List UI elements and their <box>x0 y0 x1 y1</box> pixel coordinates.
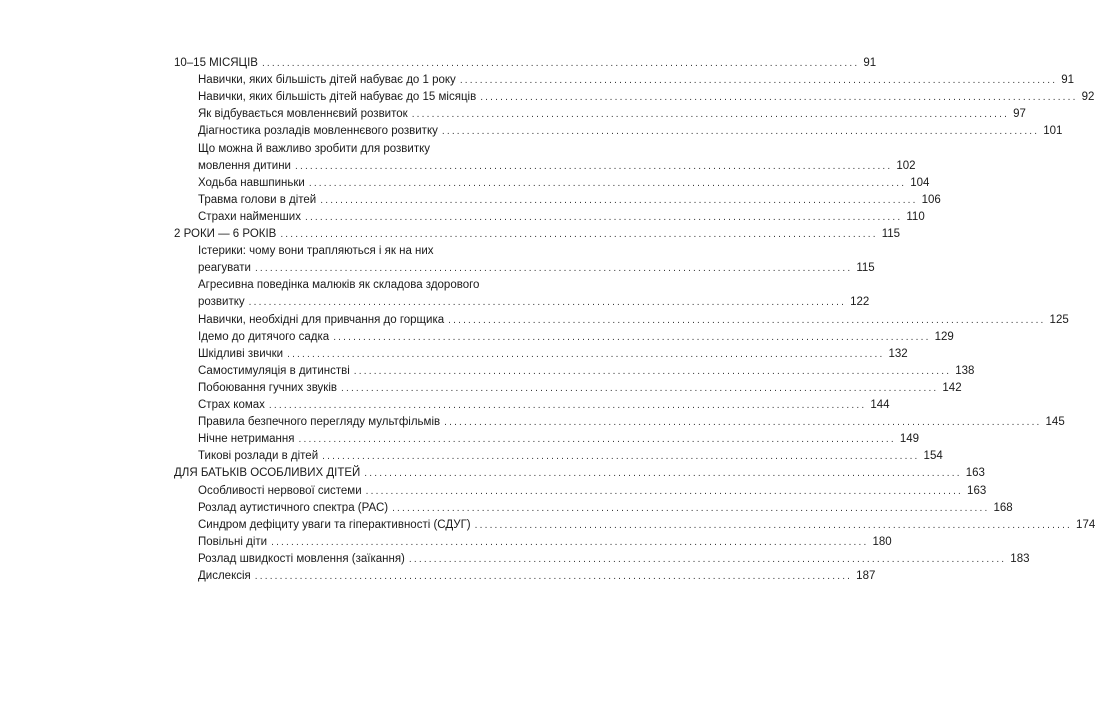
toc-entry-line <box>198 568 876 585</box>
toc-entry-row <box>0 329 954 346</box>
toc-entry-line <box>198 175 930 192</box>
dot-leader: ........................................................................................................................ <box>287 348 885 360</box>
toc-entry-row <box>0 106 1026 123</box>
toc-entry-line <box>198 141 563 158</box>
toc-entry-title: Дислексія <box>198 570 251 582</box>
toc-entry-line <box>198 551 1030 568</box>
toc-entry-line <box>198 123 1063 140</box>
toc-entry-line <box>198 243 563 260</box>
dot-leader: ........................................................................................................................ <box>280 229 878 240</box>
toc-page-number: 101 <box>1043 125 1063 138</box>
toc-entry-row <box>0 500 1013 517</box>
toc-entry-title: Травма голови в дітей <box>198 193 317 206</box>
toc-entry-line <box>198 312 1069 329</box>
dot-leader: ........................................................................................................................ <box>322 451 920 463</box>
toc-page-number: 154 <box>923 450 943 463</box>
toc-entry-row <box>0 312 1069 329</box>
toc-entry-line <box>198 209 925 226</box>
toc-entry-row <box>0 175 930 192</box>
toc-entry-row <box>0 414 1065 431</box>
toc-entry-line <box>198 363 975 380</box>
toc-entry-line <box>198 500 1013 517</box>
toc-section-title: 2 РОКИ — 6 РОКІВ <box>174 228 277 240</box>
toc-entry-line <box>198 414 1065 431</box>
toc-section-title: ДЛЯ БАТЬКІВ ОСОБЛИВИХ ДІТЕЙ <box>174 467 361 480</box>
dot-leader: ........................................................................................................................ <box>320 194 918 206</box>
toc-page-number: 168 <box>993 501 1013 514</box>
toc-entry-line <box>198 431 920 448</box>
toc-entry-title: Шкідливі звички <box>198 347 284 360</box>
toc-entry-row <box>0 517 1095 534</box>
toc-page-number: 163 <box>967 484 987 497</box>
toc-page-number: 115 <box>856 262 875 275</box>
toc-section-row <box>0 226 901 243</box>
toc-entry-row <box>0 141 916 175</box>
toc-page-number: 145 <box>1045 416 1065 429</box>
toc-entry-line <box>198 277 563 294</box>
toc-entry-title: Правила безпечного перегляду мультфільмів <box>198 416 441 429</box>
toc-page-number: 125 <box>1049 313 1069 326</box>
toc-entry-line <box>198 448 943 465</box>
toc-entry-line <box>198 329 954 346</box>
toc-page-number: 122 <box>850 296 870 309</box>
toc-page-number: 132 <box>888 347 908 360</box>
toc-entry-line <box>174 465 985 482</box>
toc-entry-row <box>0 89 1095 106</box>
dot-leader: ........................................................................................................................ <box>408 553 1007 565</box>
toc-entry-line <box>198 192 941 209</box>
dot-leader: ........................................................................................................................ <box>365 485 964 497</box>
dot-leader: ........................................................................................................................ <box>271 536 869 548</box>
toc-page-number: 91 <box>863 57 877 69</box>
toc-entry-line <box>198 380 962 397</box>
toc-entry-title: Навички, яких більшість дітей набуває до 15 місяців <box>198 91 477 104</box>
toc-entry-line <box>198 346 908 363</box>
dot-leader: ........................................................................................................................ <box>304 211 903 223</box>
toc-section-row <box>0 55 877 72</box>
dot-leader: ........................................................................................................................ <box>308 177 907 189</box>
toc-entry-title: Агресивна поведінка малюків як складова здорового <box>198 279 480 292</box>
toc-page-number: 149 <box>899 433 920 446</box>
toc-page-number: 180 <box>872 535 892 548</box>
toc-entry-line <box>198 158 916 175</box>
toc-entry-row <box>0 192 941 209</box>
toc-entry-title: Ідемо до дитячого садка <box>198 330 330 343</box>
toc-page-number: 138 <box>955 364 975 377</box>
toc-entry-row <box>0 72 1075 89</box>
dot-leader: ........................................................................................................................ <box>392 502 990 514</box>
dot-leader: ........................................................................................................................ <box>254 571 853 582</box>
toc-entry-line <box>198 517 1095 534</box>
toc-page-number: 91 <box>1061 74 1075 87</box>
dot-leader: ........................................................................................................................ <box>248 297 847 309</box>
toc-entry-row <box>0 346 908 363</box>
toc-page-number: 102 <box>896 159 916 172</box>
toc-entry-line <box>198 106 1026 123</box>
dot-leader: ........................................................................................................................ <box>268 400 867 411</box>
dot-leader: ........................................................................................................................ <box>353 365 952 377</box>
toc-entry-line <box>198 89 1095 106</box>
toc-page-number: 129 <box>934 330 954 343</box>
toc-page-number: 92 <box>1081 91 1095 104</box>
toc-entry-title: Діагностика розладів мовленнєвого розвитку <box>198 125 438 138</box>
toc-page-number: 144 <box>870 399 890 411</box>
toc-entry-row <box>0 277 870 311</box>
dot-leader: ........................................................................................................................ <box>411 109 1010 121</box>
toc-page-number: 142 <box>942 381 962 394</box>
toc-entry-row <box>0 568 876 585</box>
dot-leader: ........................................................................................................................ <box>298 434 896 446</box>
dot-leader: ........................................................................................................................ <box>341 382 939 394</box>
dot-leader: ........................................................................................................................ <box>448 314 1046 326</box>
toc-entry-row <box>0 209 925 226</box>
toc-page-number: 106 <box>921 193 941 206</box>
toc-entry-title-cont: мовлення дитини <box>198 159 291 172</box>
toc-entry-row <box>0 448 943 465</box>
toc-entry-line <box>198 294 870 311</box>
toc-entry-row <box>0 431 920 448</box>
dot-leader: ........................................................................................................................ <box>254 263 853 275</box>
toc-entry-line <box>198 72 1075 89</box>
toc-entry-row <box>0 534 892 551</box>
toc-entry-line <box>198 260 875 277</box>
toc-entry-title: Побоювання гучних звуків <box>198 381 337 394</box>
toc-entry-title: Тикові розлади в дітей <box>198 450 319 463</box>
toc-entry-title: Навички, необхідні для привчання до горщика <box>198 313 445 326</box>
dot-leader: ........................................................................................................................ <box>444 417 1042 429</box>
toc-page-number: 183 <box>1010 552 1030 565</box>
toc-section-title: 10–15 МІСЯЦІВ <box>174 57 258 69</box>
toc-page-number: 97 <box>1013 108 1026 121</box>
toc-entry-title: Страхи найменших <box>198 210 301 223</box>
toc-page-number: 104 <box>910 176 930 189</box>
toc-entry-line <box>198 483 987 500</box>
toc-entry-title-cont: реагувати <box>198 262 251 275</box>
toc-page-number: 110 <box>906 210 925 223</box>
toc-entry-title: Синдром дефіциту уваги та гіперактивності (СДУГ) <box>198 518 471 531</box>
toc-entry-line <box>174 226 901 243</box>
toc-entry-line <box>174 55 877 72</box>
dot-leader: ........................................................................................................................ <box>474 519 1073 531</box>
toc-entry-title-cont: розвитку <box>198 296 245 309</box>
toc-entry-title: Повільні діти <box>198 535 268 548</box>
toc-entry-line <box>198 534 892 551</box>
toc-entry-title: Самостимуляція в дитинстві <box>198 364 350 377</box>
toc-entry-title: Страх комах <box>198 399 265 411</box>
toc-entry-row <box>0 551 1030 568</box>
toc-entry-row <box>0 363 975 380</box>
toc-entry-title: Навички, яких більшість дітей набуває до 1 року <box>198 74 456 87</box>
dot-leader: ........................................................................................................................ <box>261 58 860 69</box>
toc-entry-row <box>0 397 890 414</box>
toc-entry-title: Розлад швидкості мовлення (заїкання) <box>198 552 405 565</box>
dot-leader: ........................................................................................................................ <box>480 92 1078 104</box>
dot-leader: ........................................................................................................................ <box>294 160 893 172</box>
toc-entry-row <box>0 380 962 397</box>
toc-page-number: 187 <box>856 570 876 582</box>
toc-page-number: 174 <box>1076 518 1095 531</box>
toc-entry-title: Розлад аутистичного спектра (РАС) <box>198 501 389 514</box>
toc-entry-title: Особливості нервової системи <box>198 484 362 497</box>
toc-entry-title: Істерики: чому вони трапляються і як на них <box>198 245 434 258</box>
dot-leader: ........................................................................................................................ <box>441 126 1040 138</box>
toc-entry-row <box>0 243 875 277</box>
toc-entry-row <box>0 483 987 500</box>
toc-page-number: 163 <box>965 467 985 480</box>
toc-entry-title: Що можна й важливо зробити для розвитку <box>198 142 431 155</box>
toc-entry-line <box>198 397 890 414</box>
dot-leader: ........................................................................................................................ <box>459 75 1058 87</box>
dot-leader: ........................................................................................................................ <box>333 331 931 343</box>
dot-leader: ........................................................................................................................ <box>364 468 962 480</box>
toc-section-row <box>0 465 985 482</box>
toc-entry-title: Нічне нетримання <box>198 433 295 446</box>
toc-page-number: 115 <box>881 228 901 240</box>
toc-entry-row <box>0 123 1063 140</box>
toc-entry-title: Ходьба навшпиньки <box>198 176 305 189</box>
toc-entry-title: Як відбувається мовленнєвий розвиток <box>198 108 408 121</box>
